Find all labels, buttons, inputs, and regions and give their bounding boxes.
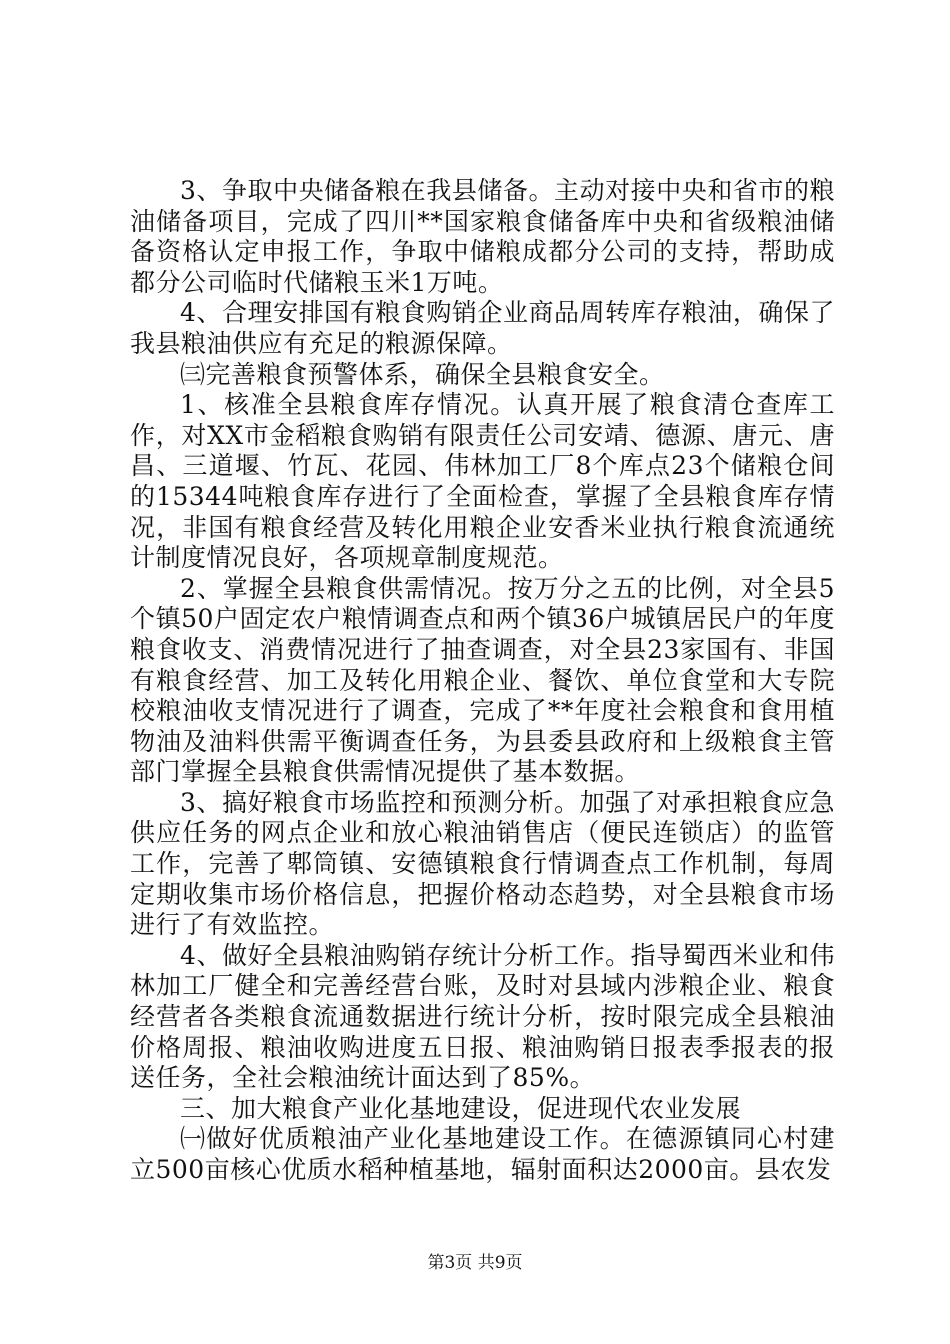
paragraph-3: ㈢完善粮食预警体系，确保全县粮食安全。 <box>180 359 665 389</box>
page-number-footer: 第3页 共9页 <box>427 1253 523 1273</box>
paragraph-6: 3、搞好粮食市场监控和预测分析。加强了对承担粮食应急供应任务的网点企业和放心粮油销售店（便民连锁店）的监管工作，完善了郫筒镇、安德镇粮食行情调查点工作机制，每周定期收集市场价格信息，把握价格动态趋势，对全县粮食市场进行了有效监控。 <box>130 787 835 940</box>
document-body <box>130 176 835 1186</box>
paragraph-8: 三、加大粮食产业化基地建设，促进现代农业发展 <box>180 1093 742 1123</box>
paragraph-2: 4、合理安排国有粮食购销企业商品周转库存粮油，确保了我县粮油供应有充足的粮源保障。 <box>130 298 835 358</box>
paragraph-9: ㈠做好优质粮油产业化基地建设工作。在德源镇同心村建立500亩核心优质水稻种植基地，辐射面积达2000亩。县农发 <box>130 1124 835 1184</box>
paragraph-5: 2、掌握全县粮食供需情况。按万分之五的比例，对全县5个镇50户固定农户粮情调查点和两个镇36户城镇居民户的年度粮食收支、消费情况进行了抽查调查，对全县23家国有、非国有粮食经营、加工及转化用粮企业、餐饮、单位食堂和大专院校粮油收支情况进行了调查，完成了**年度社会粮食和食用植物油及油料供需平衡调查任务，为县委县政府和上级粮食主管部门掌握全县粮食供需情况提供了基本数据。 <box>130 573 835 787</box>
paragraph-4: 1、核准全县粮食库存情况。认真开展了粮食清仓查库工作，对XX市金稻粮食购销有限责任公司安靖、德源、唐元、唐昌、三道堰、竹瓦、花园、伟林加工厂8个库点23个储粮仓间的15344吨粮食库存进行了全面检查，掌握了全县粮食库存情况，非国有粮食经营及转化用粮企业安香米业执行粮食流通统计制度情况良好，各项规章制度规范。 <box>130 390 835 573</box>
paragraph-1: 3、争取中央储备粮在我县储备。主动对接中央和省市的粮油储备项目，完成了四川**国家粮食储备库中央和省级粮油储备资格认定申报工作，争取中储粮成都分公司的支持，帮助成都分公司临时代储粮玉米1万吨。 <box>130 176 835 297</box>
paragraph-7: 4、做好全县粮油购销存统计分析工作。指导蜀西米业和伟林加工厂健全和完善经营台账，及时对县域内涉粮企业、粮食经营者各类粮食流通数据进行统计分析，按时限完成全县粮油价格周报、粮油收购进度五日报、粮油购销日报表季报表的报送任务，全社会粮油统计面达到了85%。 <box>130 940 835 1093</box>
